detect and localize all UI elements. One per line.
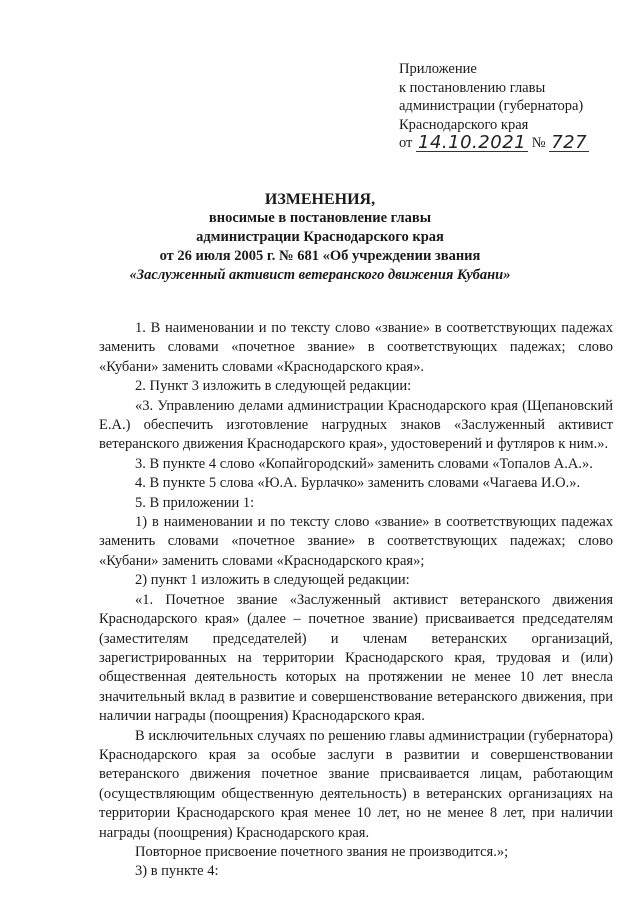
header-line: Приложение [399, 61, 477, 77]
paragraph: В исключительных случаях по решению главы администрации (губернатора) Краснодарского края за особые заслуги в развитии и совершенствовании ветеранского движения почетное звание присваивается лицам, работающим (осуществляющим общественную деятельность) в ветеранских организациях на территории Краснодарского края менее 10 лет, но не менее 8 лет, при наличии награды (поощрения) Краснодарского края. [99, 727, 613, 841]
paragraph: 2. Пункт 3 изложить в следующей редакции: [135, 378, 412, 395]
header-line: Краснодарского края [399, 116, 529, 133]
title-line: «Заслуженный активист ветеранского движения Кубани» [129, 267, 511, 283]
handwritten-date: 14.10.2021 [418, 132, 527, 153]
paragraph: Повторное присвоение почетного звания не производится.»; [135, 843, 509, 860]
date-field [416, 134, 528, 152]
document-title [100, 190, 540, 285]
paragraph: 4. В пункте 5 слова «Ю.А. Бурлачко» заменить словами «Чагаева И.О.». [135, 475, 581, 492]
handwritten-number: 727 [551, 132, 588, 153]
paragraph: 2) пункт 1 изложить в следующей редакции: [135, 572, 410, 589]
header-date-line [399, 134, 589, 153]
date-prefix: от [399, 135, 413, 151]
paragraph: «1. Почетное звание «Заслуженный активист ветеранского движения Краснодарского края» (далее – почетное звание) присваивается председателям (заместителям председателей) и членам ветеранских организаций, зарегистрированных на территории Краснодарского края, трудовая и (или) общественная деятельность которых на протяжении не менее 10 лет внесла значительный вклад в развитие и совершенствование ветеранского движения, при наличии награды (поощрения) Краснодарского края. [99, 591, 613, 725]
paragraph: 3) в пункте 4: [135, 863, 219, 880]
document-body [99, 319, 613, 882]
paragraph: 1) в наименовании и по тексту слово «звание» в соответствующих падежах заменить словами «почетное звание» в соответствующих падежах; слово «Кубани» заменить словами «Краснодарского края»; [99, 514, 613, 569]
appendix-header [399, 60, 589, 153]
header-line: администрации (губернатора) [399, 98, 584, 114]
paragraph: 1. В наименовании и по тексту слово «звание» в соответствующих падежах заменить словами «почетное звание» в соответствующих падежах; слово «Кубани» заменить словами «Краснодарского края». [99, 320, 613, 375]
title-main: ИЗМЕНЕНИЯ, [264, 191, 376, 208]
number-sign: № [531, 135, 546, 151]
number-field [549, 134, 589, 152]
title-line: администрации Краснодарского края [196, 229, 444, 245]
header-line: к постановлению главы [399, 79, 546, 96]
paragraph: «3. Управлению делами администрации Краснодарского края (Щепановский Е.А.) обеспечить изготовление нагрудных знаков «Заслуженный активист ветеранского движения Краснодарского края», удостоверений и футляров к ним.». [99, 397, 613, 453]
paragraph: 5. В приложении 1: [135, 494, 255, 511]
paragraph: 3. В пункте 4 слово «Копайгородский» заменить словами «Топалов А.А.». [135, 455, 593, 472]
title-line: от 26 июля 2005 г. № 681 «Об учреждении звания [159, 248, 481, 264]
title-line: вносимые в постановление главы [208, 210, 432, 226]
